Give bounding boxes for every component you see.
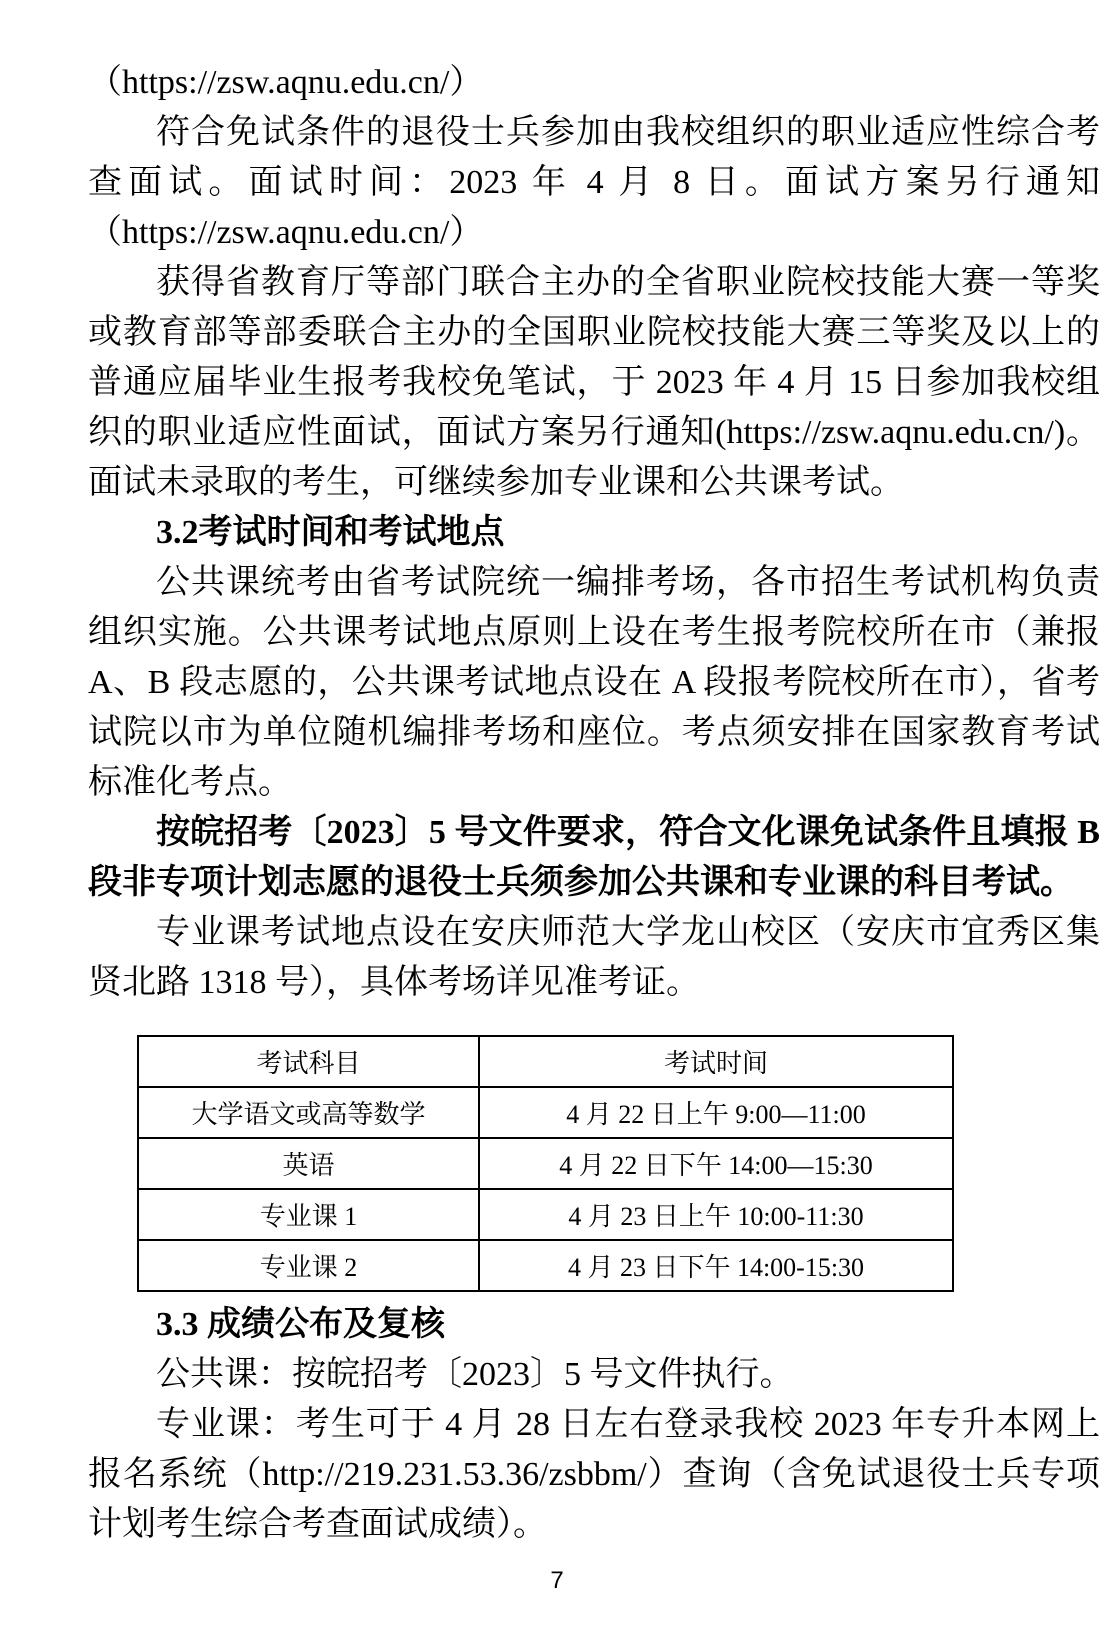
table-cell-subject: 专业课 2 (138, 1240, 479, 1291)
skills-competition-exemption-paragraph: 获得省教育厅等部门联合主办的全省职业院校技能大赛一等奖或教育部等部委联合主办的全国职业院校技能大赛三等奖及以上的普通应届毕业生报考我校免笔试，于 2023 年 4 月 15 日参加我校组织的职业适应性面试，面试方案另行通知(https://zsw.aqnu.edu.cn/)。面试未录取的考生，可继续参加专业课和公共课考试。 (88, 264, 1100, 501)
section-3-2-heading: 3.2考试时间和考试地点 (156, 514, 505, 551)
table-header-row (138, 1036, 953, 1087)
url-continuation-line: （https://zsw.aqnu.edu.cn/） (88, 64, 484, 101)
table-cell-time: 4 月 22 日下午 14:00—15:30 (479, 1138, 953, 1189)
veteran-interview-paragraph: 符合免试条件的退役士兵参加由我校组织的职业适应性综合考查面试。面试时间：2023 年 4 月 8 日。面试方案另行通知（https://zsw.aqnu.edu.cn/） (88, 114, 1100, 251)
public-course-arrangement-paragraph: 公共课统考由省考试院统一编排考场，各市招生考试机构负责组织实施。公共课考试地点原则上设在考生报考院校所在市（兼报 A、B 段志愿的，公共课考试地点设在 A 段报考院校所在市），省考试院以市为单位随机编排考场和座位。考点须安排在国家教育考试标准化考点。 (88, 564, 1100, 801)
section-3-3-heading: 3.3 成绩公布及复核 (156, 1306, 445, 1343)
table-cell-subject: 英语 (138, 1138, 479, 1189)
b-segment-requirement-paragraph: 按皖招考〔2023〕5 号文件要求，符合文化课免试条件且填报 B 段非专项计划志愿的退役士兵须参加公共课和专业课的科目考试。 (88, 814, 1100, 901)
public-course-results-paragraph: 公共课：按皖招考〔2023〕5 号文件执行。 (156, 1356, 794, 1393)
page-number: 7 (550, 1567, 564, 1594)
table-header-time: 考试时间 (479, 1036, 953, 1087)
table-row (138, 1240, 953, 1291)
professional-course-location-paragraph: 专业课考试地点设在安庆师范大学龙山校区（安庆市宜秀区集贤北路 1318 号），具体考场详见准考证。 (88, 914, 1100, 1001)
table-cell-time: 4 月 22 日上午 9:00—11:00 (479, 1087, 953, 1138)
table-cell-time: 4 月 23 日下午 14:00-15:30 (479, 1240, 953, 1291)
table-row (138, 1138, 953, 1189)
table-cell-subject: 大学语文或高等数学 (138, 1087, 479, 1138)
table-header-subject: 考试科目 (138, 1036, 479, 1087)
table-row (138, 1087, 953, 1138)
exam-schedule-table (137, 1035, 954, 1292)
table-cell-time: 4 月 23 日上午 10:00-11:30 (479, 1189, 953, 1240)
table-cell-subject: 专业课 1 (138, 1189, 479, 1240)
professional-course-results-paragraph: 专业课：考生可于 4 月 28 日左右登录我校 2023 年专升本网上报名系统（http://219.231.53.36/zsbbm/）查询（含免试退役士兵专项计划考生综合考查面试成绩）。 (88, 1406, 1100, 1543)
table-row (138, 1189, 953, 1240)
